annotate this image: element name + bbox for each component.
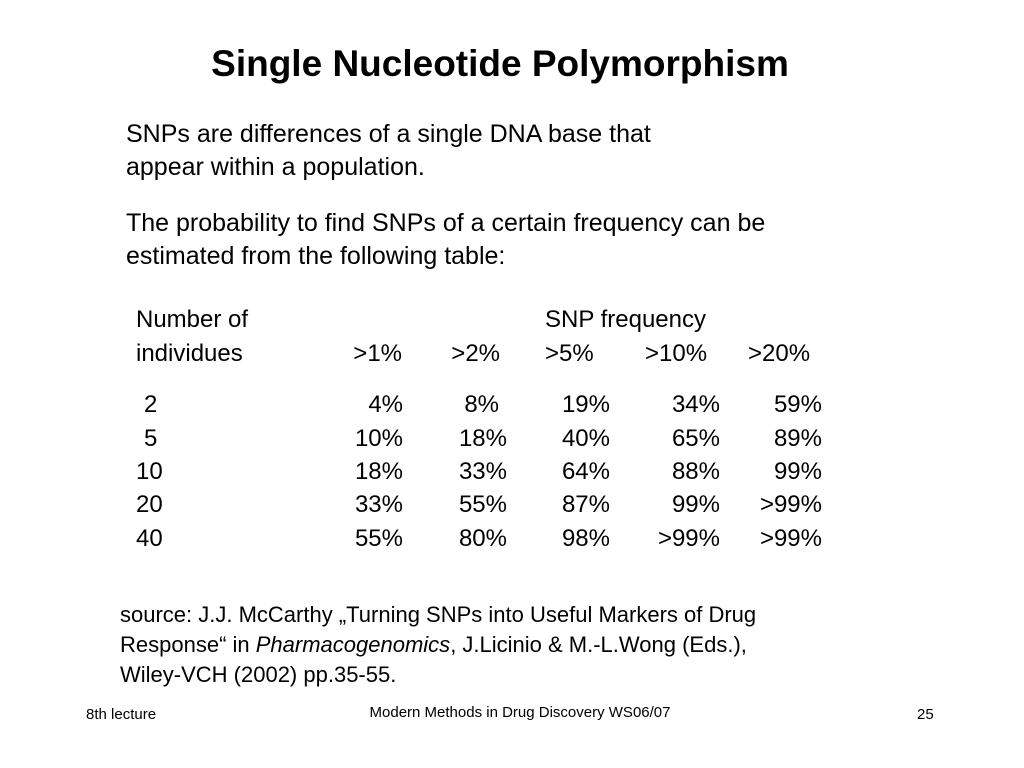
column-header: >1%	[353, 340, 402, 367]
row-label: 10	[136, 458, 163, 485]
table-cell: 65%	[671, 425, 720, 452]
source-line-1: source: J.J. McCarthy „Turning SNPs into Useful Markers of Drug	[120, 602, 757, 627]
table-cell: 40%	[561, 425, 610, 452]
table-cell: 55%	[458, 491, 507, 518]
table-cell: >99%	[759, 491, 822, 518]
table-cell: 99%	[773, 458, 822, 485]
slide-title: Single Nucleotide Polymorphism	[211, 43, 789, 84]
table-cell: 18%	[458, 425, 507, 452]
column-header: >10%	[645, 340, 708, 367]
source-line-2-suffix: , J.Licinio & M.-L.Wong (Eds.),	[450, 632, 747, 657]
table-cell: 19%	[561, 391, 610, 418]
table-cell: 33%	[354, 491, 403, 518]
intro-line-1: SNPs are differences of a single DNA base that	[126, 120, 651, 148]
table-cell: 34%	[671, 391, 720, 418]
table-cell: 18%	[354, 458, 403, 485]
table-cell: 88%	[671, 458, 720, 485]
footer-course-title: Modern Methods in Drug Discovery WS06/07	[369, 704, 671, 721]
column-header: >2%	[451, 340, 500, 367]
table-cell: 8%	[464, 391, 499, 418]
table-cell: 87%	[561, 491, 610, 518]
table-cell: 80%	[458, 525, 507, 552]
column-header: >20%	[748, 340, 811, 367]
table-cell: 4%	[368, 391, 403, 418]
row-label: 2	[144, 391, 158, 418]
table-header-individues: individues	[136, 340, 243, 367]
source-citation	[120, 600, 756, 690]
table-cell: >99%	[657, 525, 720, 552]
table-header-number-of: Number of	[136, 306, 249, 333]
source-book-title: Pharmacogenomics	[255, 632, 451, 657]
table-cell: 55%	[354, 525, 403, 552]
table-cell: >99%	[759, 525, 822, 552]
row-label: 40	[136, 525, 163, 552]
probability-line-1: The probability to find SNPs of a certain frequency can be	[126, 209, 766, 237]
source-line-2	[120, 630, 756, 660]
table-cell: 10%	[354, 425, 403, 452]
row-label: 20	[136, 491, 163, 518]
table-cell: 33%	[458, 458, 507, 485]
table-cell: 99%	[671, 491, 720, 518]
source-line-3: Wiley-VCH (2002) pp.35-55.	[120, 662, 397, 687]
row-label: 5	[144, 425, 158, 452]
table-cell: 89%	[773, 425, 822, 452]
table-cell: 59%	[773, 391, 822, 418]
intro-line-2: appear within a population.	[126, 153, 425, 181]
table-header-snp-frequency: SNP frequency	[545, 306, 706, 333]
footer-page-number: 25	[917, 706, 934, 723]
probability-line-2: estimated from the following table:	[126, 242, 506, 270]
table-cell: 98%	[561, 525, 610, 552]
source-line-2-prefix: Response“ in	[120, 632, 256, 657]
footer-lecture: 8th lecture	[86, 706, 157, 723]
column-header: >5%	[545, 340, 594, 367]
table-cell: 64%	[561, 458, 610, 485]
